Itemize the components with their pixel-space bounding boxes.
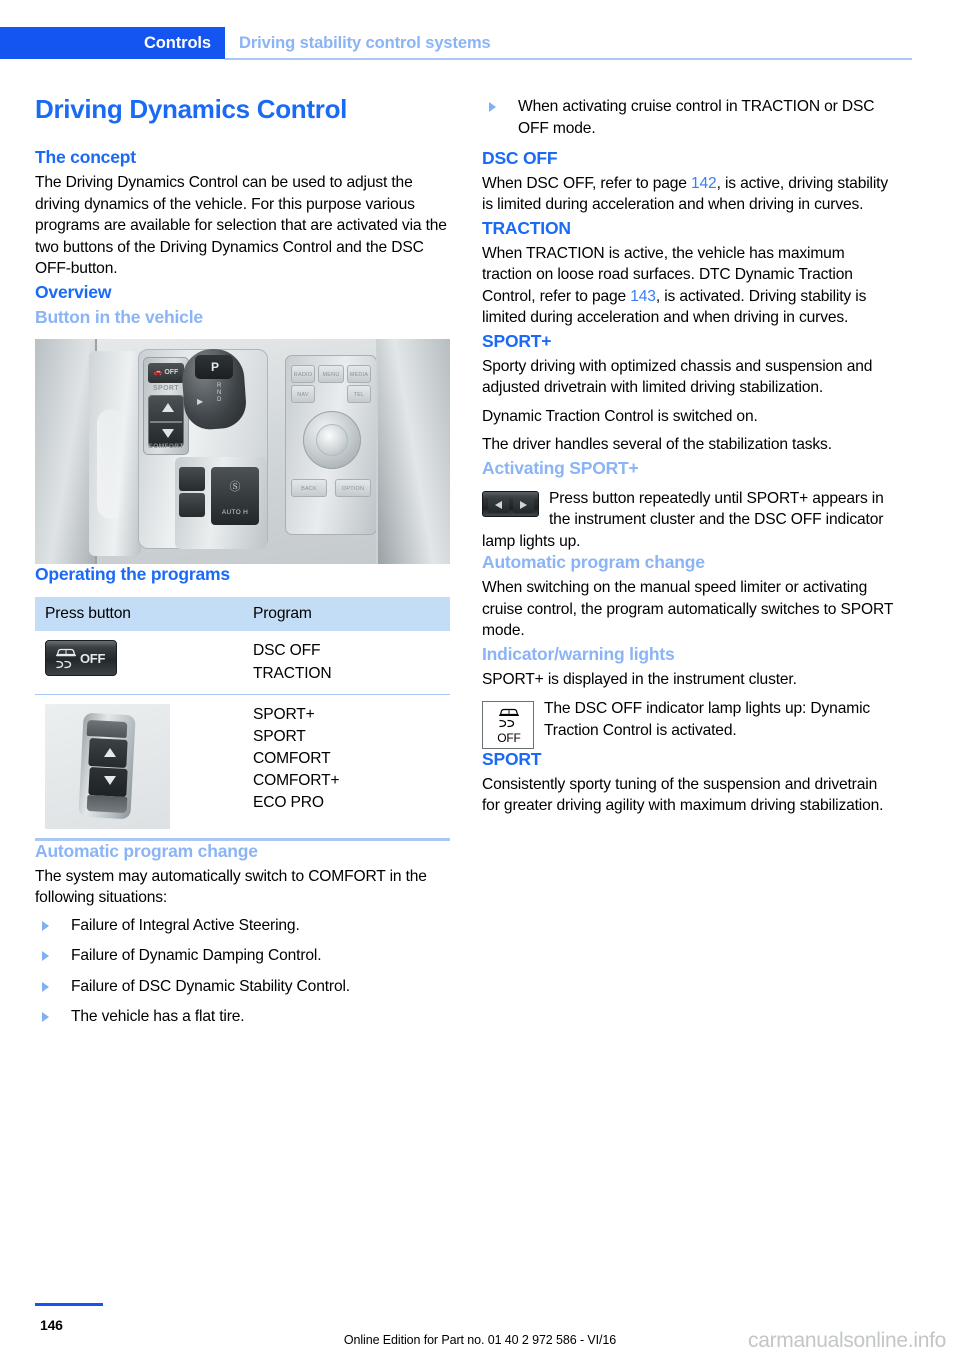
idrive-key-nav[interactable]: NAV [291, 385, 315, 403]
bullet-triangle-icon [42, 982, 49, 992]
table-header-row [35, 597, 450, 631]
column-header-press-button: Press button [35, 597, 235, 631]
program-item: SPORT+ [253, 705, 315, 723]
list-item [35, 945, 450, 967]
idrive-controller-knob-inner[interactable] [316, 424, 348, 456]
heading-indicator-warning-lights: Indicator/warning lights [482, 643, 675, 664]
dsc-off-button-icon [45, 640, 117, 676]
console-shift-arrow-icon: ▶ [197, 396, 204, 406]
bullet-triangle-icon [42, 1012, 49, 1022]
dsc-off-text-pre: When DSC OFF, refer to page [482, 174, 691, 192]
programs-table [35, 597, 450, 840]
sport-plus-paragraph-1: Sporty driving with optimized chassis and suspension and adjusted drivetrain with limited driving stabilization. [482, 357, 873, 397]
triangle-down-icon [104, 776, 116, 785]
idrive-key-back[interactable]: BACK [291, 479, 327, 497]
sport-paragraph: Consistently sporty tuning of the suspension and drivetrain for greater driving agility with maximum driving stabilization. [482, 775, 884, 815]
left-column [35, 96, 450, 1037]
console-rocker-divider [150, 421, 182, 423]
skid-marks-glyph [54, 658, 78, 671]
idrive-key-option[interactable]: OPTION [335, 479, 371, 497]
cell-programs-dsc [235, 631, 450, 694]
continued-bullet-list [482, 96, 897, 139]
driving-dynamics-rocker-switch-photo [45, 704, 170, 829]
console-right-trim [378, 339, 450, 564]
console-aux-button-2[interactable] [179, 493, 205, 517]
console-highlight [97, 409, 125, 519]
activating-sport-plus-block [482, 488, 897, 553]
header-section-tab: Controls [0, 27, 225, 59]
dsc-off-paragraph [482, 173, 897, 216]
heading-overview: Overview [35, 281, 112, 302]
skid-marks-glyph [496, 717, 522, 730]
indicator-lamp-text: The DSC OFF indicator lamp lights up: Dynamic Traction Control is activated. [544, 700, 871, 739]
list-item [35, 1006, 450, 1028]
heading-automatic-program-change-right: Automatic program change [482, 552, 705, 573]
page-reference-link[interactable]: 142 [691, 174, 717, 192]
triangle-up-icon [104, 748, 116, 757]
driving-dynamics-horizontal-rocker-icon [482, 491, 539, 517]
column-header-program: Program [235, 597, 450, 631]
traction-text-post: , is activated. Driving stability is limited during acceleration and when driving in curves. [482, 287, 867, 327]
bullet-triangle-icon [489, 102, 496, 112]
heading-automatic-program-change-left: Automatic program change [35, 840, 258, 861]
console-parking-brake-button[interactable] [211, 467, 259, 525]
list-item [482, 96, 897, 139]
heading-activating-sport-plus: Activating SPORT+ [482, 457, 639, 478]
dsc-off-indicator-lamp-icon [482, 701, 534, 749]
heading-sport-plus: SPORT+ [482, 330, 552, 351]
page-title: Driving Dynamics Control [35, 94, 348, 124]
table-row [35, 631, 450, 694]
auto-change-paragraph-left: The system may automatically switch to COMFORT in the following situations: [35, 867, 427, 907]
heading-sport: SPORT [482, 749, 542, 770]
activating-sport-plus-text: Press button repeatedly until SPORT+ appears in the instrument cluster and the DSC OFF indicator lamp lights up. [482, 489, 884, 550]
heading-traction: TRACTION [482, 217, 571, 238]
bullet-triangle-icon [42, 921, 49, 931]
console-aux-button-1[interactable] [179, 467, 205, 491]
triangle-right-icon [520, 501, 527, 509]
lamp-off-label: OFF [497, 731, 521, 746]
parking-brake-icon: Ⓢ [229, 480, 241, 493]
auto-change-paragraph-right: When switching on the manual speed limiter or activating cruise control, the program automatically switches to SPORT mode. [482, 579, 893, 640]
dsc-off-button-label: OFF [80, 651, 106, 667]
traction-paragraph [482, 243, 897, 329]
program-item: COMFORT [253, 749, 331, 767]
table-row [35, 694, 450, 839]
idrive-key-menu[interactable]: MENU [318, 365, 344, 383]
page-number: 146 [40, 1317, 63, 1333]
cell-button-driving-dynamics [35, 694, 235, 839]
cell-programs-dynamics [235, 694, 450, 839]
concept-paragraph: The Driving Dynamics Control can be used to adjust the driving dynamics of the vehicle. For this purpose various programs are available for selection that are activated via the two buttons of the Driving Dynamics Control and the DSC OFF-button. [35, 174, 447, 278]
idrive-key-tel[interactable]: TEL [347, 385, 371, 403]
console-comfort-label: COMFORT [148, 442, 184, 450]
dsc-off-text-post: , is active, driving stability is limited during acceleration and when driving in curves. [482, 174, 889, 214]
edition-notice: Online Edition for Part no. 01 40 2 972 586 - VI/16 [343, 1333, 617, 1347]
console-auto-hold-label: AUTO H [221, 508, 249, 516]
cell-button-dsc-off [35, 631, 235, 694]
bullet-triangle-icon [42, 951, 49, 961]
page-header [0, 27, 960, 59]
idrive-key-radio[interactable]: RADIO [291, 365, 315, 383]
rocker-bottom-cap [87, 795, 128, 813]
watermark: carmanualsonline.info [748, 1329, 946, 1352]
triangle-left-icon [495, 501, 502, 509]
list-item-label: Failure of Dynamic Damping Control. [71, 947, 322, 965]
list-item-label: Failure of Integral Active Steering. [71, 916, 300, 934]
sport-plus-paragraph-2: Dynamic Traction Control is switched on. [482, 407, 758, 425]
header-divider [225, 58, 912, 60]
program-item: DSC OFF [253, 642, 321, 660]
rocker-top-cap [87, 720, 128, 738]
program-item: COMFORT+ [253, 772, 340, 790]
list-item-label: When activating cruise control in TRACTION or DSC OFF mode. [518, 98, 875, 137]
idrive-key-media[interactable]: MEDIA [347, 365, 371, 383]
program-item: ECO PRO [253, 794, 324, 812]
console-park-label: P [210, 359, 219, 374]
heading-the-concept: The concept [35, 147, 136, 168]
console-triangle-up-icon [162, 403, 174, 412]
heading-operating-the-programs: Operating the programs [35, 563, 230, 584]
auto-change-bullet-list [35, 915, 450, 1028]
indicator-paragraph: SPORT+ is displayed in the instrument cluster. [482, 670, 797, 688]
indicator-lamp-block [482, 698, 897, 746]
list-item [35, 915, 450, 937]
traction-text-pre: When TRACTION is active, the vehicle has maximum traction on loose road surfaces. DTC Dynamic Traction Control, refer to page [482, 244, 853, 305]
list-item [35, 976, 450, 998]
console-left-trim [35, 339, 97, 564]
heading-button-in-the-vehicle: Button in the vehicle [35, 306, 203, 327]
page-reference-link[interactable]: 143 [630, 287, 656, 305]
list-item-label: Failure of DSC Dynamic Stability Control. [71, 977, 350, 995]
right-column [482, 96, 897, 819]
header-subject: Driving stability control systems [239, 34, 491, 52]
list-item-label: The vehicle has a flat tire. [71, 1008, 245, 1026]
heading-dsc-off: DSC OFF [482, 148, 558, 169]
sport-plus-paragraph-3: The driver handles several of the stabilization tasks. [482, 436, 832, 454]
program-item: SPORT [253, 727, 306, 745]
console-photo [35, 339, 450, 564]
program-item: TRACTION [253, 664, 332, 682]
console-sport-label: SPORT [152, 384, 180, 392]
footer-divider [35, 1303, 103, 1306]
console-triangle-down-icon [162, 429, 174, 438]
console-dsc-off-icon: 🚗 OFF [153, 368, 179, 376]
console-gear-labels: R N D [217, 382, 222, 403]
